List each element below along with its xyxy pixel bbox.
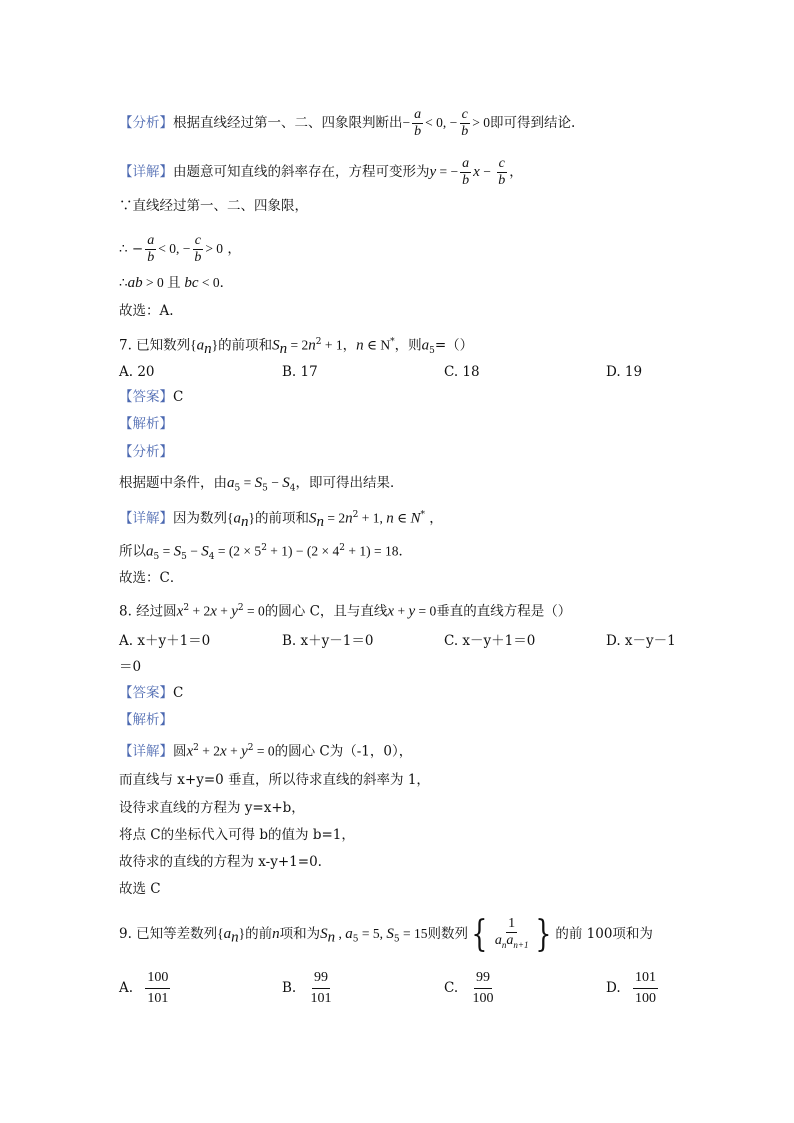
q8-option-a[interactable]: A. x＋y＋1＝0 (119, 633, 211, 649)
q6-line5: ∴ab > 0 且 bc < 0． (119, 275, 234, 291)
fraction: $\frac{c}{b}$ (194, 233, 202, 265)
analysis-text: 即可得到结论. (489, 115, 576, 131)
q7-suoyi: 所以$a_5 = S_5 - S_4 = (2 \times 5^2 + 1) - (2 \times 4^2 + 1) = 18$． (119, 543, 412, 563)
q8-option-d[interactable]: D. x－y－1 (606, 633, 676, 649)
q8-detail: 【详解】圆$x^2 + 2x + y^2 = 0$的圆心 C为（-1，0）， (119, 743, 413, 760)
analysis-text: 根据直线经过第一、二、四象限判断出 (173, 115, 403, 131)
q7-option-c[interactable]: C. 18 (444, 364, 480, 380)
q7-jiexi: 【解析】 (119, 416, 173, 432)
q8-jiexi: 【解析】 (119, 712, 173, 728)
q9-option-d[interactable]: D. $\frac{101}{100}$ (606, 970, 656, 1006)
q7-fenxi-tag: 【分析】 (119, 444, 173, 460)
q6-line4: ∴ − $\frac{a}{b}$ < 0, − $\frac{c}{b}$ > 0 ， (119, 233, 241, 265)
q6-detail-line: 【详解】由题意可知直线的斜率存在，方程可变形为y = − $\frac{a}{b}$ x − $\frac{c}{b}$ ， (119, 156, 523, 188)
analysis-tag: 【分析】 (119, 115, 173, 131)
detail-text: 由题意可知直线的斜率存在，方程可变形为 (173, 164, 430, 180)
q8-option-d-cont: ＝0 (119, 659, 142, 675)
q7-option-d[interactable]: D. 19 (606, 364, 643, 380)
fraction: $\frac{c}{b}$ (498, 156, 506, 188)
q7-stem: 7. 已知数列$\{a_n\}$的前项和$S_n = 2n^2 + 1$，n ∈ N*，则$a_5=()$ (119, 337, 474, 358)
q8-answer: 【答案】C (119, 685, 184, 701)
q8-stem: 8. 经过圆$x^2 + 2x + y^2 = 0$的圆心 C，且与直线x + y = 0垂直的直线方程是（） (119, 603, 572, 620)
q9-option-a[interactable]: A. $\frac{100}{101}$ (119, 970, 169, 1006)
q7-fenxi-text: 根据题中条件，由$a_5 = S_5 - S_4$，即可得出结果． (119, 475, 404, 494)
q6-analysis-line: 【分析】根据直线经过第一、二、四象限判断出− $\frac{a}{b}$ < 0, − $\frac{c}{b}$ > 0即可得到结论. (119, 107, 576, 139)
detail-tag: 【详解】 (119, 164, 173, 180)
q9-option-c[interactable]: C. $\frac{99}{100}$ (444, 970, 494, 1006)
q7-answer: 【答案】C (119, 389, 184, 405)
q9-option-b[interactable]: B. $\frac{99}{101}$ (282, 970, 332, 1006)
q7-option-a[interactable]: A. 20 (119, 364, 155, 380)
q8-choose: 故选 C (119, 881, 161, 897)
q7-option-b[interactable]: B. 17 (282, 364, 318, 380)
fraction: $\frac{a}{b}$ (462, 156, 470, 188)
q7-choose: 故选：C． (119, 570, 184, 586)
q8-option-c[interactable]: C. x－y＋1＝0 (444, 633, 536, 649)
q8-line2: 而直线与 x+y=0 垂直，所以待求直线的斜率为 1， (119, 772, 430, 788)
q9-stem: 9. 已知等差数列$\{a_n\}$的前n项和为$S_n$ , $a_5 = 5$, $S_5 = 15$则数列{ $\frac{1}{a_na_{n+1}}$ } 的前 100项和为 (119, 913, 653, 955)
fraction: $\frac{1}{a_na_{n+1}}$ (494, 916, 529, 950)
q8-line4: 将点 C的坐标代入可得 b的值为 b=1， (119, 827, 355, 843)
q8-option-b[interactable]: B. x＋y－1＝0 (282, 633, 374, 649)
q8-line3: 设待求直线的方程为 y=x+b， (119, 800, 305, 816)
fraction: $\frac{c}{b}$ (461, 107, 469, 139)
q6-line3: ∵直线经过第一、二、四象限， (119, 198, 308, 214)
q7-detail: 【详解】因为数列$\{a_n\}$的前项和$S_n = 2n^2 + 1$, n ∈ N* ， (119, 510, 443, 531)
q8-line5: 故待求的直线的方程为 x-y+1=0. (119, 854, 322, 870)
q6-choose: 故选：A. (119, 303, 174, 319)
fraction: $\frac{a}{b}$ (147, 233, 155, 265)
fraction: $\frac{a}{b}$ (414, 107, 422, 139)
